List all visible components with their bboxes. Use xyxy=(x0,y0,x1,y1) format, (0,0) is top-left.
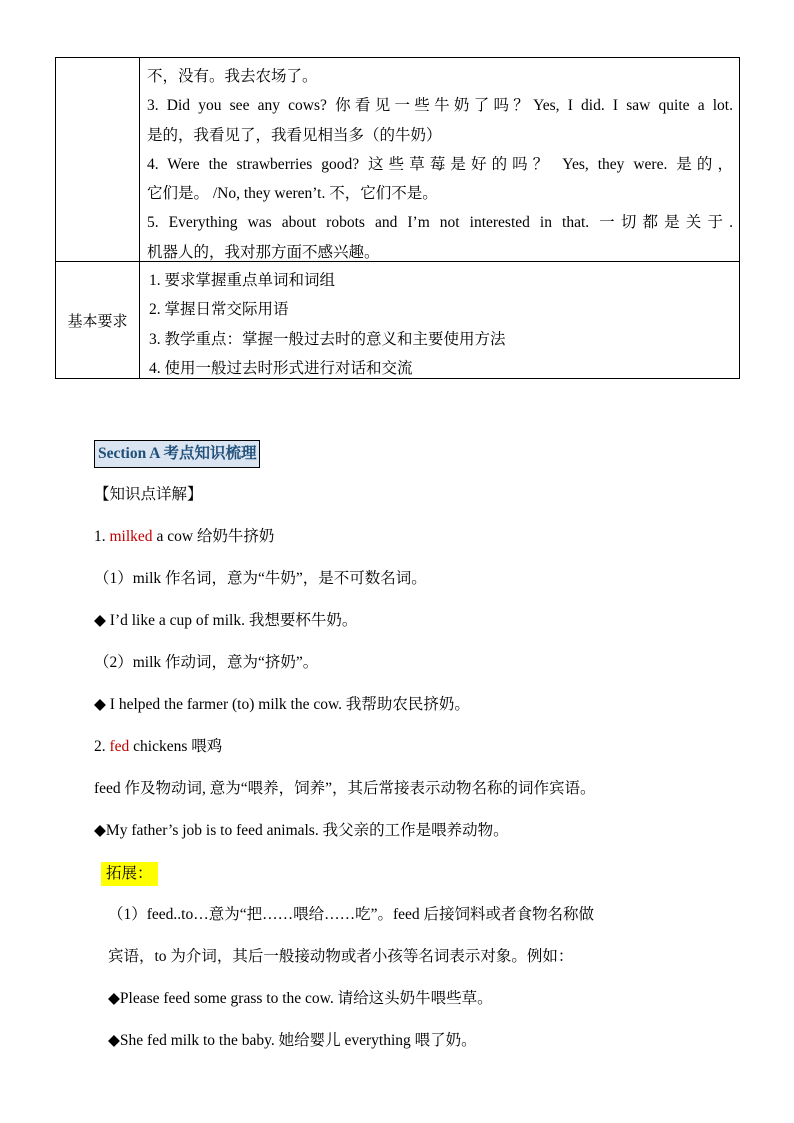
requirement-item: 3. 教学重点：掌握一般过去时的意义和主要使用方法 xyxy=(149,330,506,348)
dialogue-line: 是的，我看见了，我看见相当多（的牛奶） xyxy=(147,126,442,144)
dialogue-line: 机器人的，我对那方面不感兴趣。 xyxy=(147,243,380,261)
requirements-cell xyxy=(140,262,740,379)
dialogue-cell xyxy=(140,58,740,262)
dialogue-line: 不，没有。我去农场了。 xyxy=(147,68,318,85)
item-2-description: feed 作及物动词, 意为“喂养，饲养”，其后常接表示动物名称的词作宾语。 xyxy=(94,780,596,797)
item-2-heading xyxy=(94,736,222,758)
requirement-item: 4. 使用一般过去时形式进行对话和交流 xyxy=(149,359,413,377)
item-1-example-1: ◆ I’d like a cup of milk. 我想要杯牛奶。 xyxy=(94,612,358,629)
dialogue-line: 5. Everything was about robots and I’m not interested in that. 一切都是关于. xyxy=(147,214,733,232)
requirement-item: 1. 要求掌握重点单词和词组 xyxy=(149,272,336,289)
item-keyword: fed xyxy=(109,738,130,755)
item-2-example-1: ◆My father’s job is to feed animals. 我父亲的工作是喂养动物。 xyxy=(94,822,509,839)
extension-example-2: ◆She fed milk to the baby. 她给婴儿 everything 喂了奶。 xyxy=(108,1032,477,1049)
item-number: 2. xyxy=(94,738,110,755)
item-phrase: a cow 给奶牛挤奶 xyxy=(152,528,275,545)
extension-line-1: （1）feed..to…意为“把……喂给……吃”。feed 后接饲料或者食物名称做 xyxy=(108,906,595,923)
knowledge-heading: 【知识点详解】 xyxy=(94,486,203,503)
lesson-table xyxy=(55,57,740,379)
table-row xyxy=(56,262,740,379)
table-row xyxy=(56,58,740,262)
item-1-example-2: ◆ I helped the farmer (to) milk the cow. 我帮助农民挤奶。 xyxy=(94,696,470,713)
requirement-item: 2. 掌握日常交际用语 xyxy=(149,301,289,319)
dialogue-line: 它们是。 /No, they weren’t. 不，它们不是。 xyxy=(147,185,438,203)
item-1-sub-2: （2）milk 作动词，意为“挤奶”。 xyxy=(94,654,319,671)
item-1-heading xyxy=(94,526,274,548)
section-title: Section A 考点知识梳理 xyxy=(94,440,260,468)
item-1-sub-1: （1）milk 作名词，意为“牛奶”，是不可数名词。 xyxy=(94,570,427,587)
extension-badge: 拓展： xyxy=(101,862,158,886)
extension-example-1: ◆Please feed some grass to the cow. 请给这头奶牛喂些草。 xyxy=(108,990,493,1007)
dialogue-line: 3. Did you see any cows? 你看见一些牛奶了吗？Yes, I did. I saw quite a lot. xyxy=(147,97,733,115)
item-number: 1. xyxy=(94,528,110,545)
extension-line-2: 宾语，to 为介词，其后一般接动物或者小孩等名词表示对象。例如： xyxy=(108,948,574,965)
item-keyword: milked xyxy=(109,528,153,545)
requirements-label: 基本要求 xyxy=(56,262,140,379)
dialogue-line: 4. Were the strawberries good? 这些草莓是好的吗？ Yes, they were. 是的， xyxy=(147,155,733,173)
item-phrase: chickens 喂鸡 xyxy=(129,738,223,755)
empty-label-cell xyxy=(56,58,140,262)
